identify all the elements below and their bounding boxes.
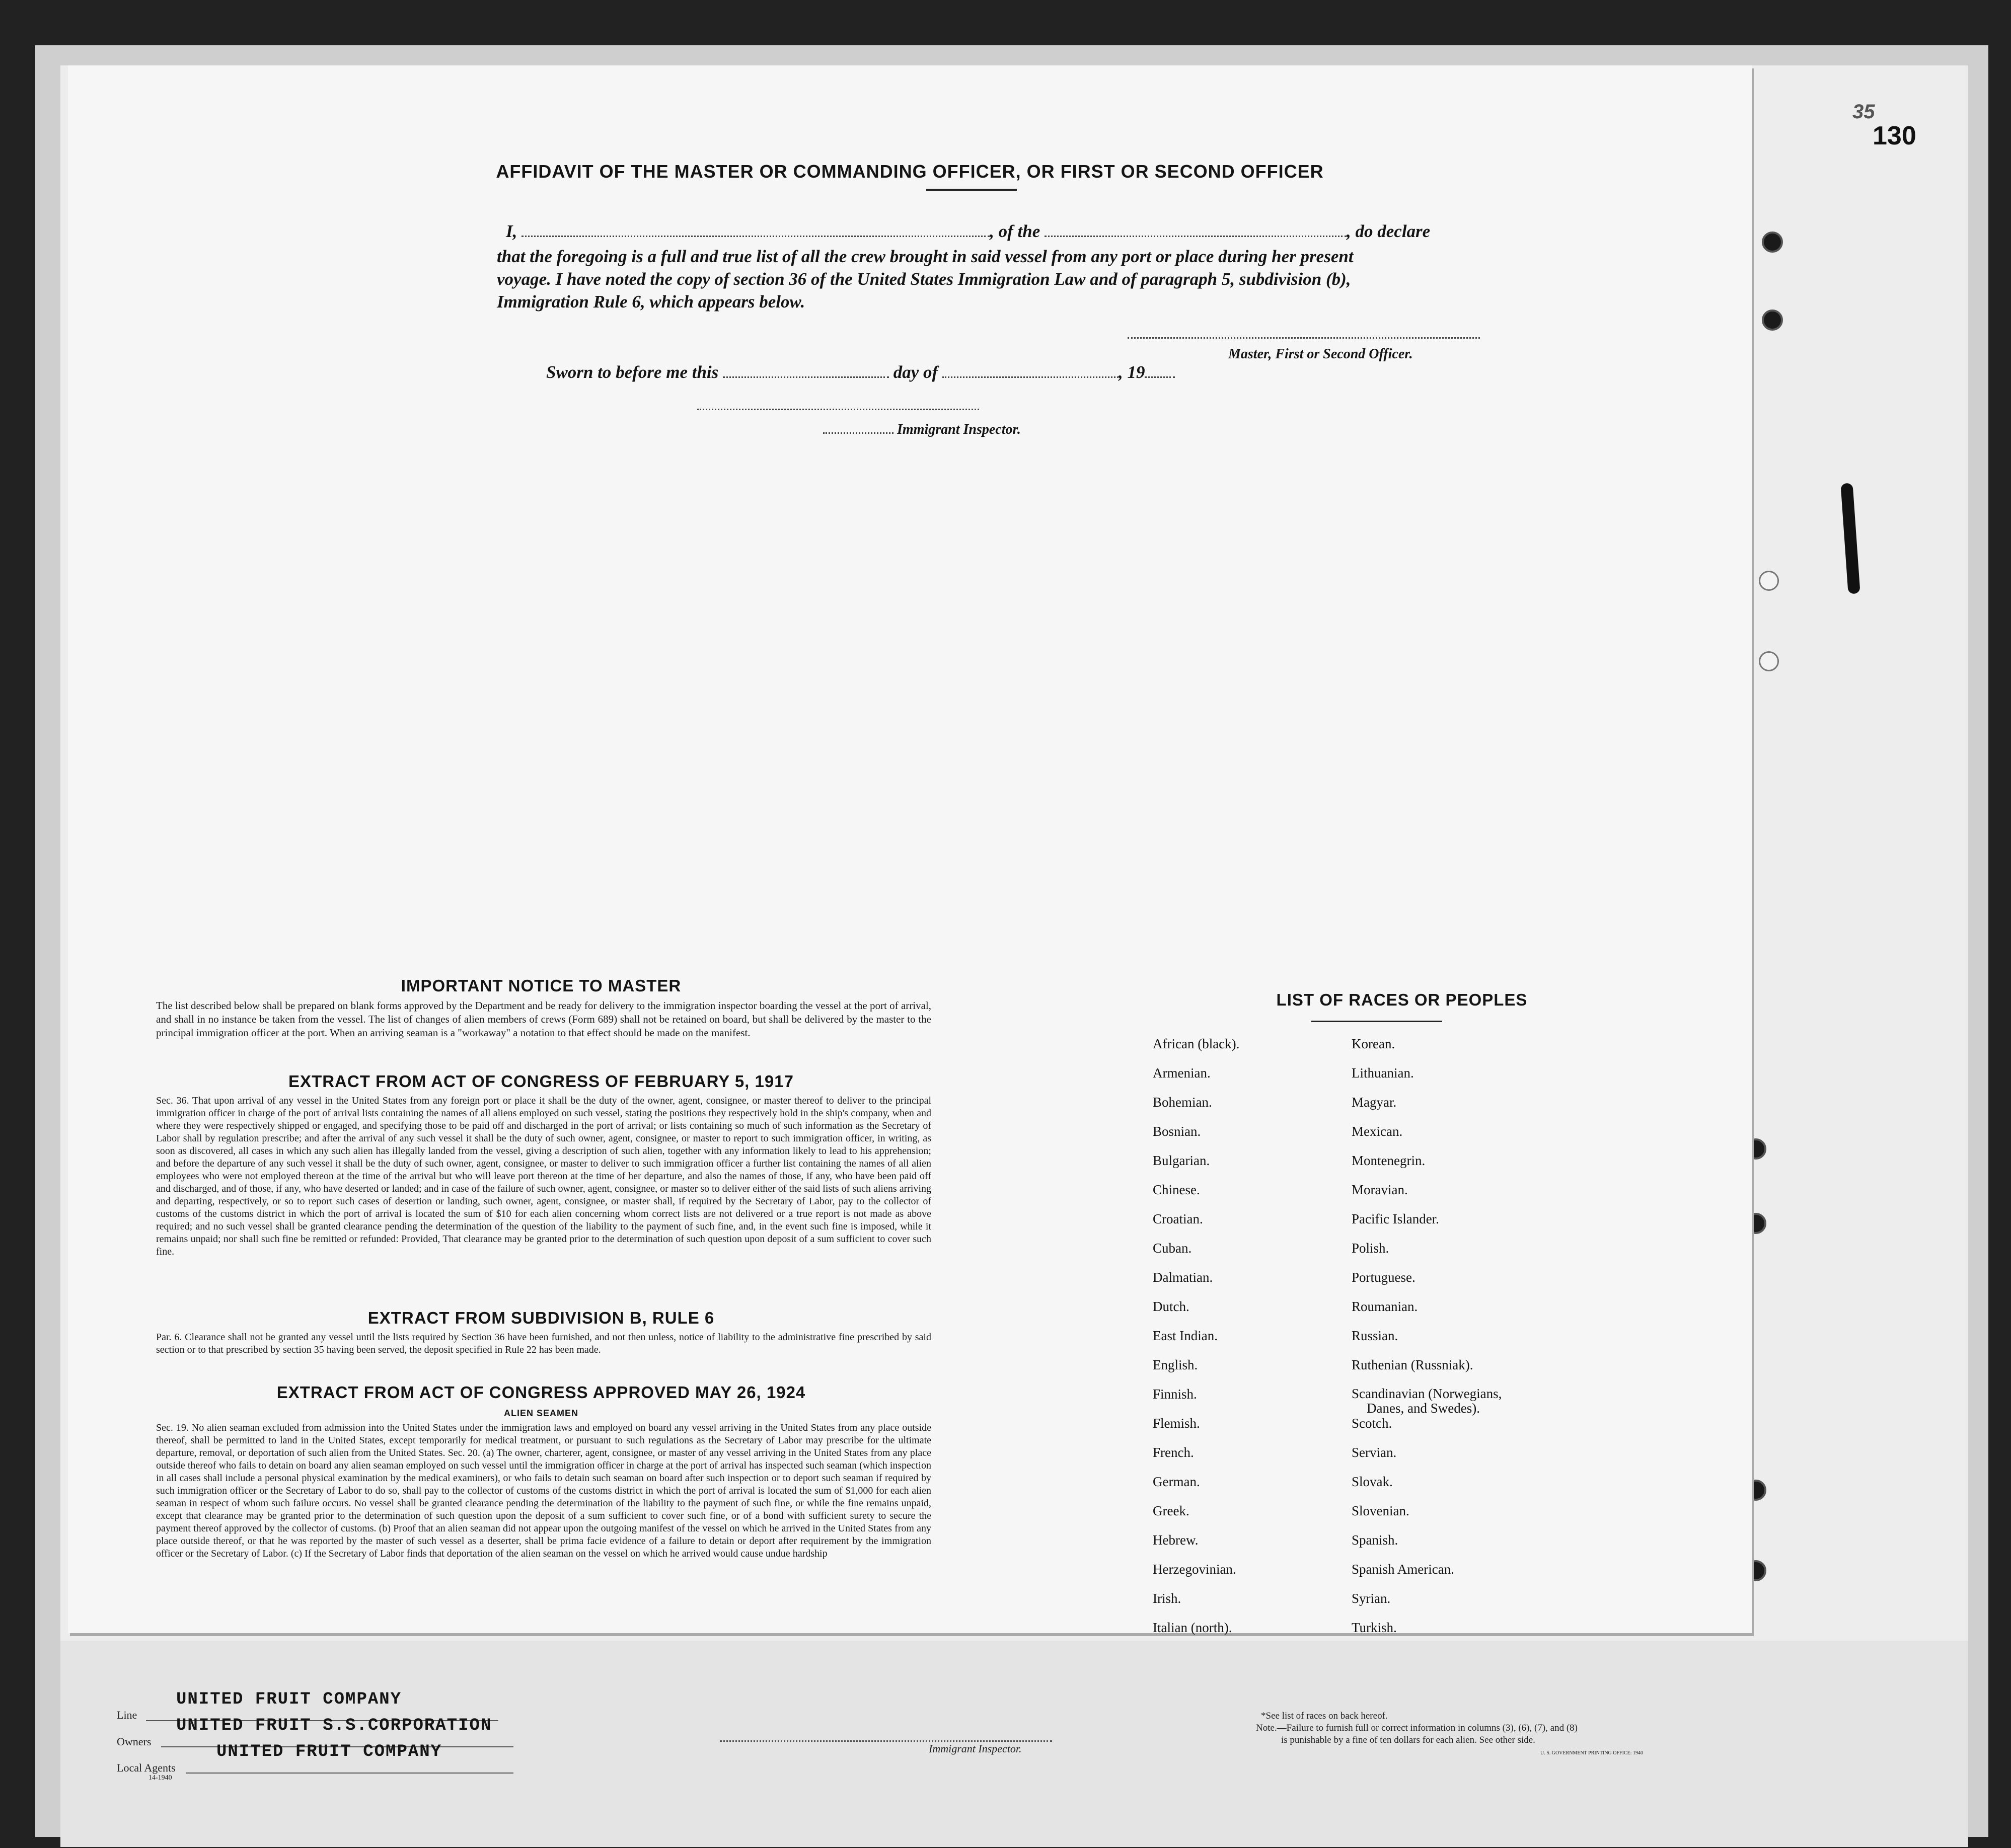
race-item: Dutch. bbox=[1153, 1299, 1189, 1314]
sworn-year-field[interactable] bbox=[1145, 376, 1175, 378]
punch-hole bbox=[1759, 571, 1779, 591]
inspector-label bbox=[823, 422, 1021, 438]
extract-1917-text: Sec. 36. That upon arrival of any vessel in the United States from any foreign port or place it shall be the duty of the owner, agent, consignee, or master thereof to deliver to the principal immigration officer in charge of the port of arrival lists containing the names of all aliens employed on such vessel, stating the positions they respectively hold in the ship's company, when and where they were respectively shipped or engaged, and specifying those to be paid off and discharged in the port of arrival; or lists containing so much of such information as the Secretary of Labor shall by regulation prescribe; and after the arrival of any such vessel it shall be the duty of such owner, agent, consignee, or master to report to such immigration officer, in writing, as soon as discovered, all cases in which any such alien has illegally landed from the vessel, giving a description of such alien, together with any information likely to lead to his apprehension; and before the departure of any such vessel it shall be the duty of such owner, agent, consignee, or master to deliver to such immigration officer a further list containing the names of all alien employees who were not employed thereon at the time of the arrival but who will leave port thereon at the time of her departure, and also the names of those, if any, who have been paid off and discharged, and of those, if any, who have deserted or landed; and in case of the failure of such owner, agent, consignee, or master so to deliver either of the said lists of such aliens arriving and departing, respectively, or so to report such cases of desertion or landing, such owner, agent, consignee, or master shall, if required by the Secretary of Labor, pay to the collector of customs of the customs district in which the port of arrival is located the sum of $10 for each alien concerning whom correct lists are not delivered or a true report is not made as above required; and no such vessel shall be granted clearance pending the determination of the question of the liability to the payment of such fine, and, in the event such fine is imposed, while it remains unpaid; nor shall such fine be remitted or refunded: Provided, That clearance may be granted prior to the determination of such question upon deposit of a sum sufficient to cover such fine. bbox=[156, 1095, 931, 1257]
race-item: Slovak. bbox=[1352, 1474, 1393, 1489]
races-title-rule bbox=[1311, 1021, 1442, 1022]
sworn-year: , 19 bbox=[1118, 362, 1145, 382]
race-item: German. bbox=[1153, 1474, 1200, 1489]
races-column-2 bbox=[1352, 1029, 1502, 1642]
race-item: Scotch. bbox=[1352, 1416, 1392, 1431]
inspector-label-text: Immigrant Inspector. bbox=[897, 422, 1021, 437]
race-item: Pacific Islander. bbox=[1352, 1211, 1439, 1226]
sworn-day-of: day of bbox=[893, 362, 938, 382]
punch-hole bbox=[1762, 310, 1783, 331]
race-item: Lithuanian. bbox=[1352, 1065, 1414, 1081]
affidavit-line-3: voyage. I have noted the copy of section 36 of the United States Immigration Law and of paragraph 5, subdivision (b), bbox=[497, 269, 1351, 289]
races-title: LIST OF RACES OR PEOPLES bbox=[1276, 990, 1528, 1009]
page-number: 130 bbox=[1873, 121, 1916, 150]
punch-hole bbox=[1762, 232, 1783, 253]
race-item: African (black). bbox=[1153, 1036, 1240, 1051]
races-column-1 bbox=[1153, 1029, 1239, 1642]
notice-title: IMPORTANT NOTICE TO MASTER bbox=[401, 976, 682, 995]
corner-mark-35: 35 bbox=[1852, 101, 1875, 123]
race-item: Russian. bbox=[1352, 1328, 1398, 1343]
race-item: Mexican. bbox=[1352, 1124, 1403, 1139]
race-item: Montenegrin. bbox=[1352, 1153, 1426, 1168]
race-item: Syrian. bbox=[1352, 1591, 1391, 1606]
race-item: East Indian. bbox=[1153, 1328, 1218, 1343]
vessel-name-field[interactable] bbox=[1045, 236, 1347, 237]
race-item: Armenian. bbox=[1153, 1065, 1211, 1081]
race-item: Polish. bbox=[1352, 1241, 1389, 1256]
extract-1924-title: EXTRACT FROM ACT OF CONGRESS APPROVED MAY 26, 1924 bbox=[276, 1383, 806, 1402]
sworn-month-field[interactable] bbox=[942, 376, 1119, 378]
bottom-inspector-rule bbox=[720, 1739, 1052, 1742]
race-item: French. bbox=[1153, 1445, 1194, 1460]
extract-1924-text: Sec. 19. No alien seaman excluded from admission into the United States under the immigration laws and employed on board any vessel arriving in the United States from any place outside thereof, shall be permitted to land in the United States, except temporarily for medical treatment, or pursuant to such regulations as the Secretary of Labor may prescribe for the ultimate departure, removal, or deportation of such alien from the United States. Sec. 20. (a) The owner, charterer, agent, consignee, or master of any vessel arriving in the United States from any place outside thereof who fails to detain on board any alien seaman employed on such vessel until the immigration officer in charge at the port of arrival has inspected such seaman (which inspection in all cases shall include a personal physical examination by the medical examiners), or who fails to detain such seaman on board after such inspection or to deport such seaman if required by such immigration officer or the Secretary of Labor to do so, shall pay to the collector of customs of the customs district in which the port of arrival is located the sum of $1,000 for each alien seaman in respect of whom such failure occurs. No vessel shall be granted clearance pending the determination of the liability to the payment of such fine, or while the fine remains unpaid, except that clearance may be granted prior to the determination of such question upon the deposit of a sum sufficient to cover such fine, or of a bond with sufficient surety to secure the payment thereof approved by the collector of customs. (b) Proof that an alien seaman did not appear upon the outgoing manifest of the vessel on which he arrived in the United States from any place outside thereof, or that he was reported by the master of such vessel as a deserter, shall be prima facie evidence of a failure to detain or deport after requirement by the immigration officer or the Secretary of Labor. (c) If the Secretary of Labor finds that deportation of the alien seaman on the vessel on which he arrived would cause undue hardship bbox=[156, 1422, 931, 1559]
notice-text: The list described below shall be prepared on blank forms approved by the Department and be ready for delivery to the immigration inspector boarding the vessel at the port of arrival, and shall in no instance be taken from the vessel. The list of changes of alien members of crews (Form 689) shall not be retained on board, but shall be delivered by the master to the principal immigration officer at the port. When an arriving seaman is a "workaway" a notation to that effect should be made on the manifest. bbox=[156, 999, 931, 1039]
race-item: Korean. bbox=[1352, 1036, 1395, 1051]
race-item: Turkish. bbox=[1352, 1620, 1397, 1635]
race-item: Dalmatian. bbox=[1153, 1270, 1213, 1285]
line-label: Line bbox=[117, 1709, 137, 1721]
race-item: Cuban. bbox=[1153, 1241, 1192, 1256]
affidavit-sheet bbox=[68, 65, 1752, 1633]
extract-rule6-text: Par. 6. Clearance shall not be granted any vessel until the lists required by Section 36 have been furnished, and not then unless, notice of liability to the administrative fine prescribed by said section or to that prescribed by section 35 having been served, the deposit specified in Rule 22 has been made. bbox=[156, 1332, 931, 1355]
race-item: Servian. bbox=[1352, 1445, 1397, 1460]
agents-rule bbox=[186, 1773, 513, 1774]
race-item: Scandinavian (Norwegians, bbox=[1352, 1386, 1502, 1401]
footnote-races: *See list of races on back hereof. bbox=[1261, 1711, 1388, 1721]
printer-imprint: U. S. GOVERNMENT PRINTING OFFICE: 1940 bbox=[1540, 1750, 1643, 1756]
inspector-dots bbox=[823, 432, 893, 434]
sworn-date-field[interactable] bbox=[723, 376, 889, 378]
owners-label: Owners bbox=[117, 1735, 152, 1748]
race-item: Flemish. bbox=[1153, 1416, 1200, 1431]
sworn-line bbox=[546, 362, 1175, 382]
race-item: Herzegovinian. bbox=[1153, 1562, 1236, 1577]
race-item: Chinese. bbox=[1153, 1182, 1200, 1197]
agents-label: Local Agents bbox=[117, 1761, 176, 1774]
sworn-prefix: Sworn to before me this bbox=[546, 362, 719, 382]
race-item: Hebrew. bbox=[1153, 1532, 1199, 1548]
race-item: Greek. bbox=[1153, 1503, 1189, 1518]
race-item: Ruthenian (Russniak). bbox=[1352, 1357, 1473, 1372]
race-item: Bohemian. bbox=[1153, 1095, 1212, 1110]
affidavit-line-4: Immigration Rule 6, which appears below. bbox=[497, 292, 805, 312]
footnote-fine: is punishable by a fine of ten dollars for each alien. See other side. bbox=[1281, 1735, 1535, 1745]
affidavit-line-1 bbox=[506, 221, 1430, 242]
race-item: Croatian. bbox=[1153, 1211, 1203, 1226]
race-item: Spanish. bbox=[1352, 1532, 1398, 1548]
extract-1917-title: EXTRACT FROM ACT OF CONGRESS OF FEBRUARY 5, 1917 bbox=[288, 1072, 794, 1091]
inspector-signature-field[interactable] bbox=[697, 409, 979, 410]
affidavit-do-declare: , do declare bbox=[1347, 221, 1431, 241]
form-code: 14-1940 bbox=[148, 1774, 172, 1782]
line-value: UNITED FRUIT COMPANY bbox=[176, 1690, 402, 1709]
race-item: Spanish American. bbox=[1352, 1562, 1454, 1577]
affidavit-i: I, bbox=[506, 221, 517, 241]
punch-hole bbox=[1759, 651, 1779, 671]
footnote-note: Note.—Failure to furnish full or correct information in columns (3), (6), (7), and (8) bbox=[1256, 1723, 1578, 1733]
race-item: Roumanian. bbox=[1352, 1299, 1418, 1314]
owners-value: UNITED FRUIT S.S.CORPORATION bbox=[176, 1716, 492, 1735]
affidavit-of-the: , of the bbox=[990, 221, 1040, 241]
affidavit-line-2: that the foregoing is a full and true list of all the crew brought in said vessel from any port or place during her present bbox=[497, 247, 1354, 266]
master-name-field[interactable] bbox=[522, 236, 990, 237]
race-item: Finnish. bbox=[1153, 1387, 1197, 1402]
title-rule bbox=[926, 189, 1017, 191]
race-item: Slovenian. bbox=[1352, 1503, 1409, 1518]
affidavit-title: AFFIDAVIT OF THE MASTER OR COMMANDING OFFICER, OR FIRST OR SECOND OFFICER bbox=[496, 161, 1324, 182]
master-signature-label: Master, First or Second Officer. bbox=[1228, 346, 1413, 362]
master-signature-field[interactable] bbox=[1128, 337, 1480, 339]
race-item: Moravian. bbox=[1352, 1182, 1408, 1197]
bottom-inspector-label: Immigrant Inspector. bbox=[929, 1742, 1022, 1755]
race-item: Danes, and Swedes). bbox=[1367, 1401, 1480, 1416]
race-item: Portuguese. bbox=[1352, 1270, 1416, 1285]
race-item: Magyar. bbox=[1352, 1095, 1397, 1110]
race-item: Bulgarian. bbox=[1153, 1153, 1210, 1168]
extract-rule6-title: EXTRACT FROM SUBDIVISION B, RULE 6 bbox=[367, 1308, 715, 1327]
race-item: Italian (north). bbox=[1153, 1620, 1232, 1635]
agents-value: UNITED FRUIT COMPANY bbox=[216, 1742, 442, 1761]
race-item: English. bbox=[1153, 1357, 1198, 1372]
race-item: Irish. bbox=[1153, 1591, 1181, 1606]
extract-1924-subtitle: ALIEN SEAMEN bbox=[503, 1408, 578, 1418]
race-item: Bosnian. bbox=[1153, 1124, 1201, 1139]
